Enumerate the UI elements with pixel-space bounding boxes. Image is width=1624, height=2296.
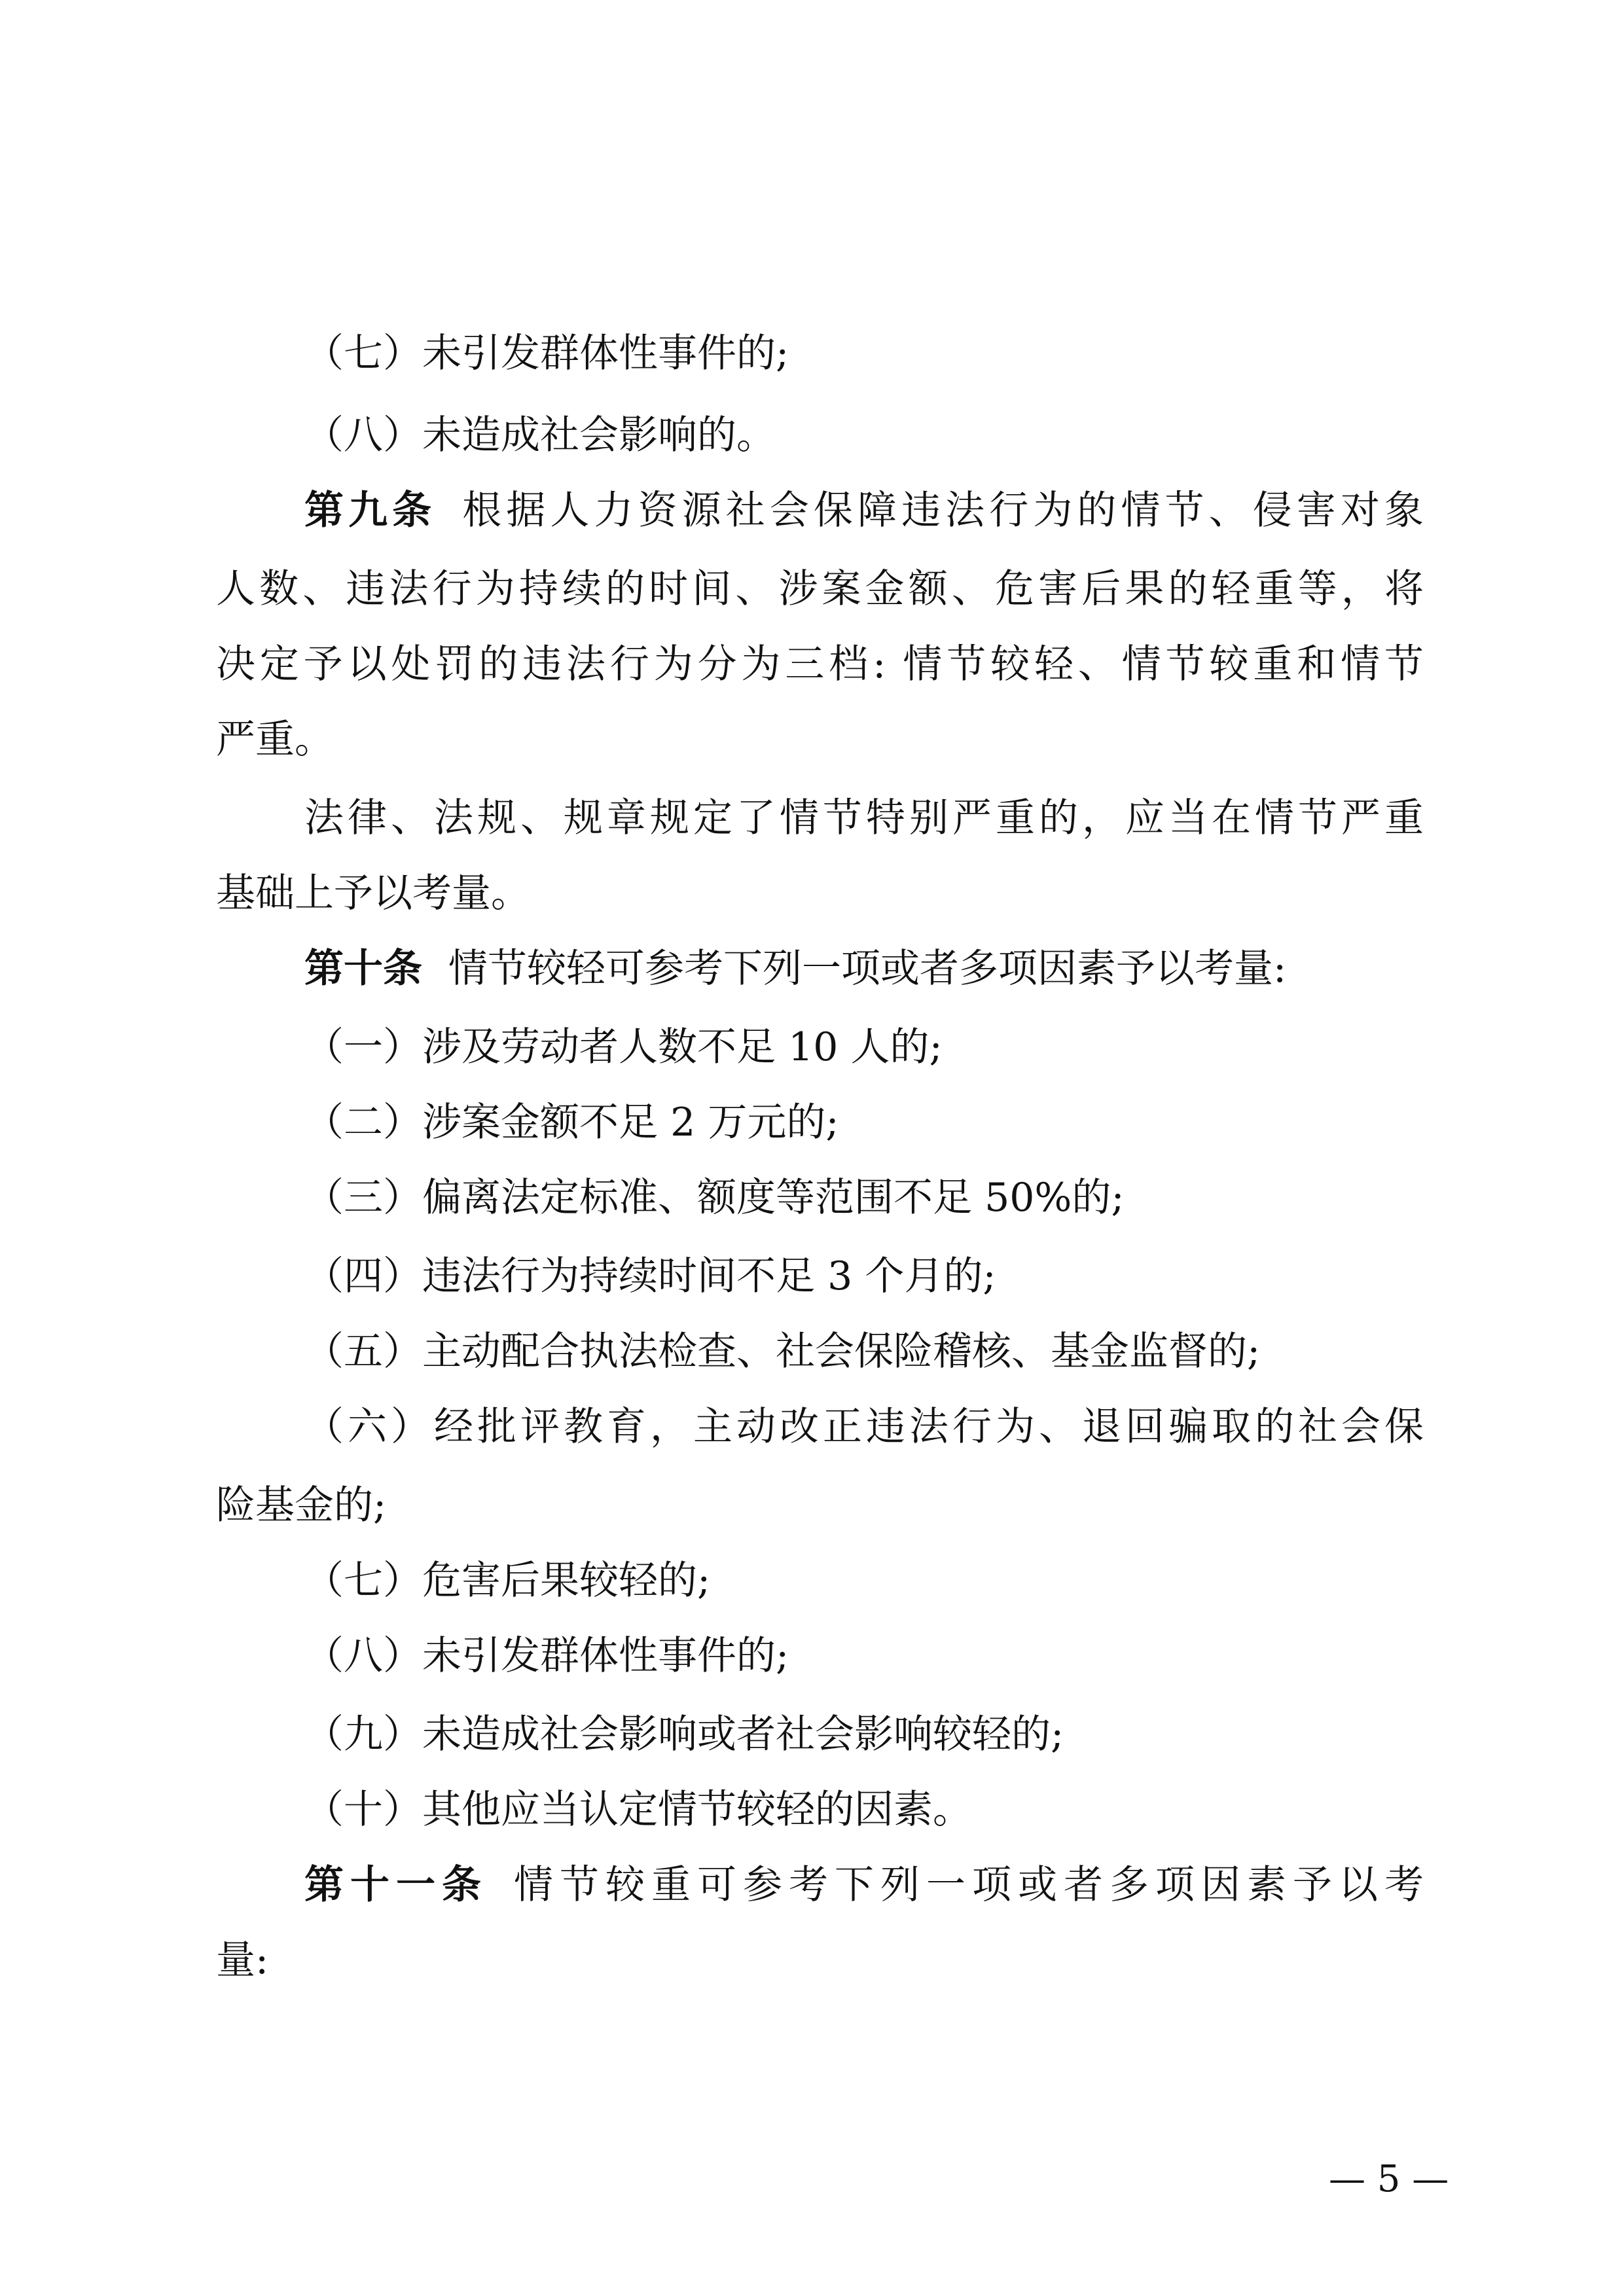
article-11-line-2: 量:: [216, 1937, 269, 1983]
article-9-heading: 第九条: [304, 488, 437, 533]
list-item-9: （九）未造成社会影响或者社会影响较轻的;: [304, 1712, 1064, 1757]
list-item-6-line-1: （六）经批评教育，主动改正违法行为、退回骗取的社会保: [304, 1404, 1424, 1450]
article-9-line-4: 严重。: [216, 717, 334, 762]
paragraph-serious-line-1: 法律、法规、规章规定了情节特别严重的，应当在情节严重: [304, 795, 1424, 841]
item-seven-previous: （七）未引发群体性事件的;: [304, 331, 789, 376]
page-number: — 5 —: [1329, 2158, 1449, 2200]
list-item-8: （八）未引发群体性事件的;: [304, 1633, 789, 1679]
article-9-text-1: 根据人力资源社会保障违法行为的情节、侵害对象: [462, 488, 1424, 533]
list-item-5: （五）主动配合执法检查、社会保险稽核、基金监督的;: [304, 1329, 1261, 1374]
article-10-line-1: [304, 942, 1286, 995]
item-eight-previous: （八）未造成社会影响的。: [304, 412, 776, 458]
list-item-7: （七）危害后果较轻的;: [304, 1558, 711, 1604]
list-item-1: （一）涉及劳动者人数不足 10 人的;: [304, 1024, 943, 1070]
article-11-text-1: 情节较重可参考下列一项或者多项因素予以考: [514, 1862, 1424, 1908]
list-item-3: （三）偏离法定标准、额度等范围不足 50%的;: [304, 1175, 1125, 1221]
article-9-line-3: 决定予以处罚的违法行为分为三档: 情节较轻、情节较重和情节: [216, 641, 1424, 687]
list-item-10: （十）其他应当认定情节较轻的因素。: [304, 1787, 972, 1833]
paragraph-serious-line-2: 基础上予以考量。: [216, 870, 530, 916]
article-9-line-1: [304, 484, 1424, 537]
list-item-4: （四）违法行为持续时间不足 3 个月的;: [304, 1253, 996, 1299]
list-item-2: （二）涉案金额不足 2 万元的;: [304, 1100, 839, 1145]
article-10-text-1: 情节较轻可参考下列一项或者多项因素予以考量:: [448, 946, 1287, 992]
article-9-line-2: 人数、违法行为持续的时间、涉案金额、危害后果的轻重等，将: [216, 566, 1424, 612]
list-item-6-line-2: 险基金的;: [216, 1482, 387, 1528]
article-10-heading: 第十条: [304, 946, 422, 992]
article-11-line-1: [304, 1859, 1424, 1911]
article-11-heading: 第十一条: [304, 1862, 488, 1908]
